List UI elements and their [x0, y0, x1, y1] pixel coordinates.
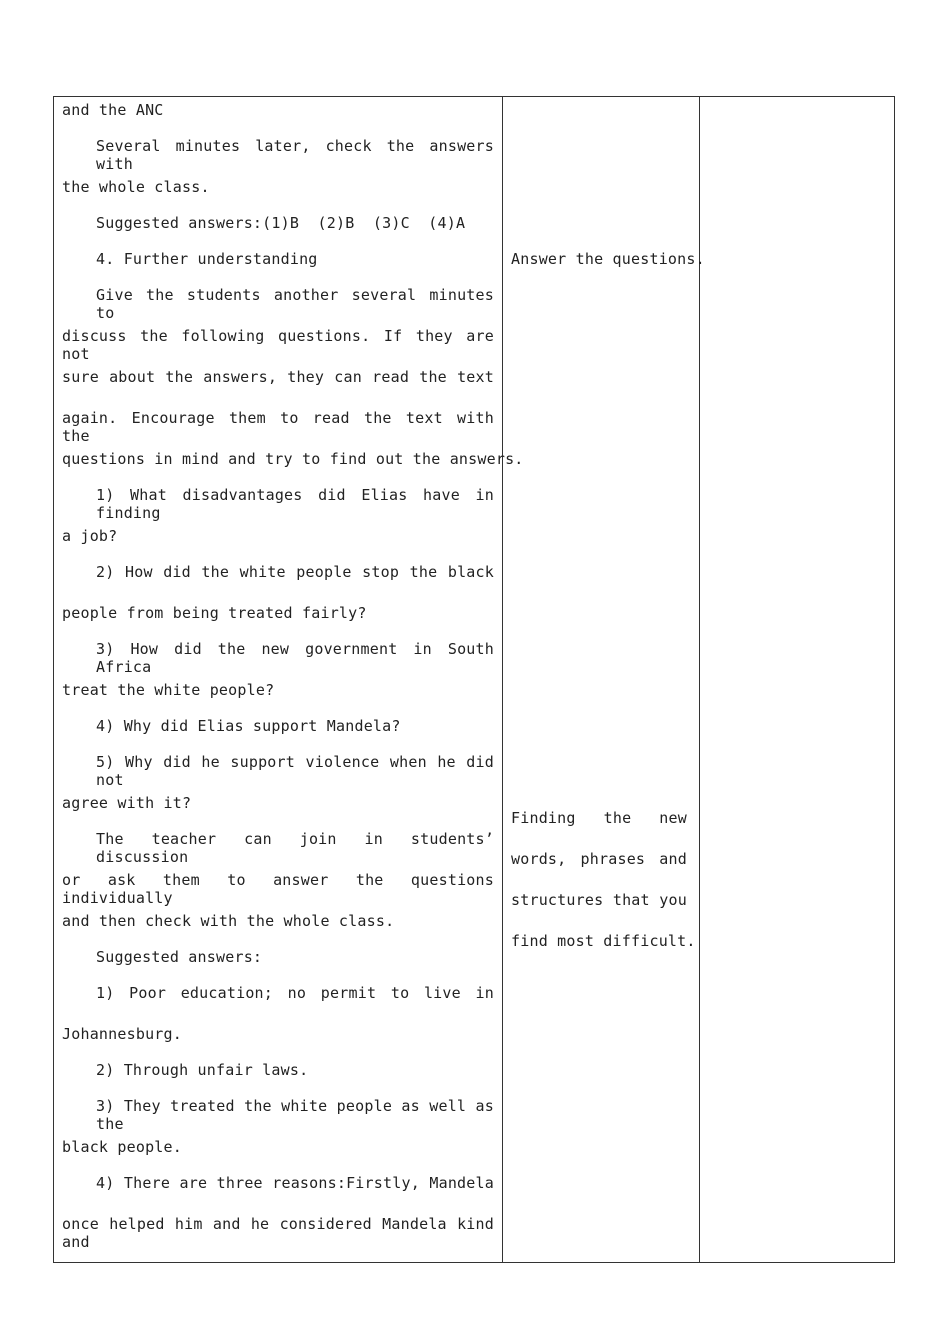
question-line: 4) Why did Elias support Mandela?	[96, 717, 401, 735]
text-line: The teacher can join in students’ discussion	[96, 830, 494, 866]
text-line: and then check with the whole class.	[62, 912, 395, 930]
suggested-answers-heading: Suggested answers:	[96, 948, 263, 966]
student-activity-column	[503, 97, 705, 1262]
question-line: 3) How did the new government in South Africa	[96, 640, 494, 676]
section-heading: 4. Further understanding	[96, 250, 318, 268]
text-line: questions in mind and try to find out the answers.	[62, 450, 524, 468]
student-activity-finding: words, phrases and	[511, 850, 687, 868]
text-line: again. Encourage them to read the text with the	[62, 409, 494, 445]
answer-line: 1) Poor education; no permit to live in	[96, 984, 494, 1002]
question-line: 2) How did the white people stop the black	[96, 563, 494, 581]
text-line: sure about the answers, they can read the text	[62, 368, 494, 386]
text-line: Give the students another several minutes to	[96, 286, 494, 322]
text-line: the whole class.	[62, 178, 210, 196]
notes-column	[700, 97, 895, 1262]
text-line: or ask them to answer the questions individually	[62, 871, 494, 907]
question-line: people from being treated fairly?	[62, 604, 367, 622]
teacher-activity-column	[54, 97, 524, 1262]
student-activity-finding: find most difficult.	[511, 932, 696, 950]
text-line: Several minutes later, check the answers with	[96, 137, 494, 173]
text-line: discuss the following questions. If they are not	[62, 327, 494, 363]
answer-line: black people.	[62, 1138, 182, 1156]
answer-line: Johannesburg.	[62, 1025, 182, 1043]
question-line: a job?	[62, 527, 118, 545]
question-line: 5) Why did he support violence when he did not	[96, 753, 494, 789]
answer-line: 3) They treated the white people as well as the	[96, 1097, 494, 1133]
question-line: agree with it?	[62, 794, 192, 812]
suggested-answers-line: Suggested answers:(1)B (2)B (3)C (4)A	[96, 214, 466, 232]
text-line: and the ANC	[62, 101, 164, 119]
lesson-plan-table	[53, 96, 895, 1263]
question-line: 1) What disadvantages did Elias have in finding	[96, 486, 494, 522]
question-line: treat the white people?	[62, 681, 275, 699]
answer-line: 4) There are three reasons:Firstly, Mandela	[96, 1174, 494, 1192]
answer-line: once helped him and he considered Mandela kind and	[62, 1215, 494, 1251]
student-activity-answer: Answer the questions.	[511, 250, 705, 268]
student-activity-finding: structures that you	[511, 891, 687, 909]
student-activity-finding: Finding the new	[511, 809, 687, 827]
answer-line: 2) Through unfair laws.	[96, 1061, 309, 1079]
